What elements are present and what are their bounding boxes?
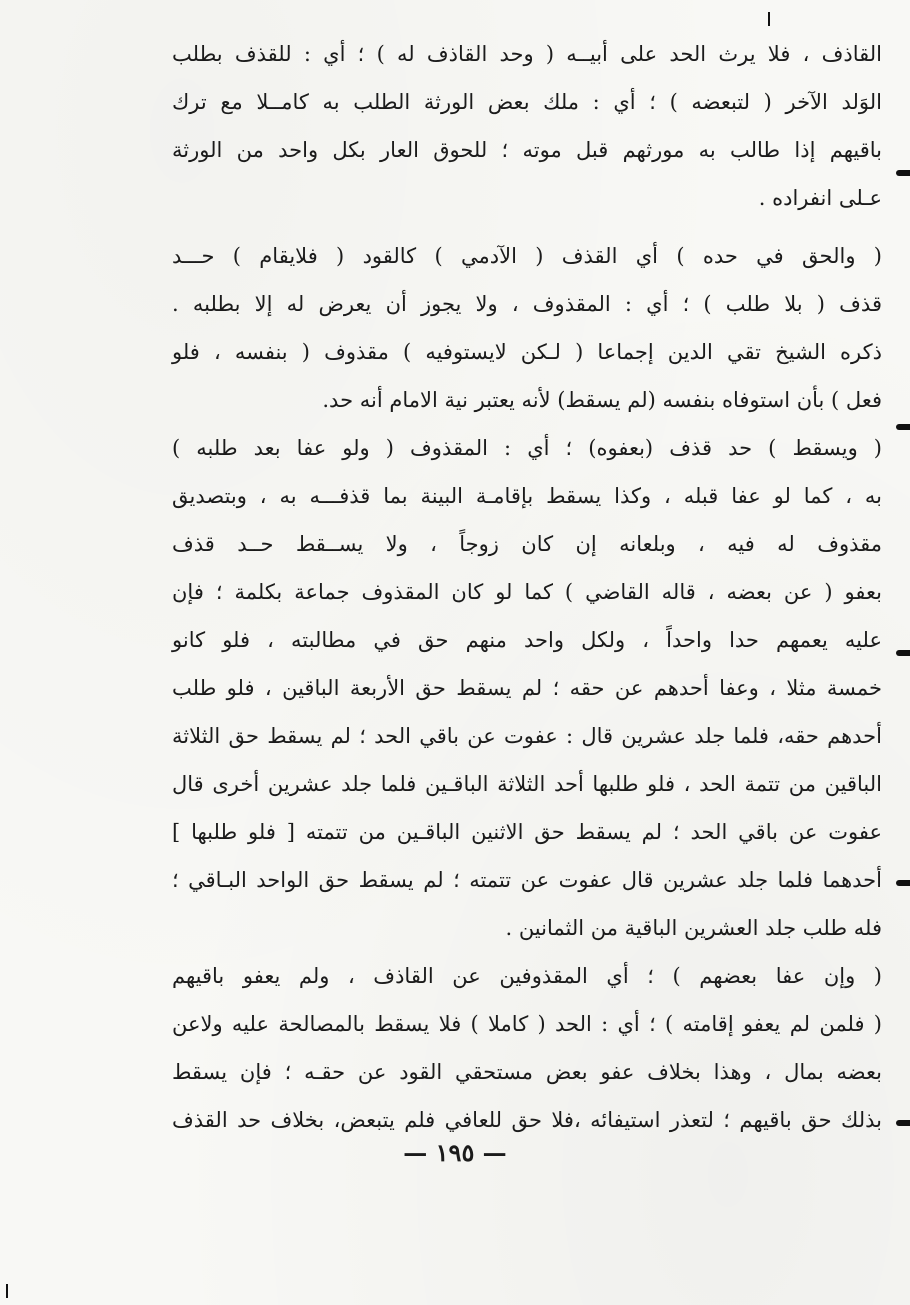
text-line: به ، كما لو عفا قبله ، وكذا يسقط بإقامـة البينة بما قذفـــه به ، وبتصديق	[172, 484, 882, 508]
scan-speck	[768, 12, 770, 26]
text-line: فله طلب جلد العشرين الباقية من الثمانين .	[505, 916, 882, 940]
text-line: ( وإن عفا بعضهم ) ؛ أي المقذوفين عن القاذف ، ولم يعفو باقيهم	[172, 964, 882, 988]
page-number: — ١٩٥ —	[403, 1138, 507, 1167]
text-line: بعضه بمال ، وهذا بخلاف عفو بعض مستحقي القود عن حقـه ؛ فإن يسقط	[172, 1060, 882, 1084]
text-line: فعل ) بأن استوفاه بنفسه (لم يسقط) لأنه يعتبر نية الامام أنه حد.	[322, 388, 882, 412]
text-line: عليه يعمهم حدا واحداً ، ولكل واحد منهم حق في مطالبته ، فلو كانو	[172, 628, 882, 652]
text-line: ( ويسقط ) حد قذف (بعفوه) ؛ أي : المقذوف ( ولو عفا بعد طلبه )	[172, 436, 882, 460]
text-line: ذكره الشيخ تقي الدين إجماعا ( لـكن لايستوفيه ) مقذوف ( بنفسه ، فلو	[172, 340, 882, 364]
scan-edge-mark	[896, 170, 910, 176]
scan-speck	[6, 1284, 8, 1298]
text-line: ( فلمن لم يعفو إقامته ) ؛ أي : الحد ( كاملا ) فلا يسقط بالمصالحة عليه ولاعن	[172, 1012, 882, 1036]
text-line: الوَلد الآخر ( لتبعضه ) ؛ أي : ملك بعض الورثة الطلب به كامــلا مع ترك	[172, 90, 882, 114]
scan-edge-mark	[896, 1120, 910, 1126]
text-line: باقيهم إذا طالب به مورثهم قبل موته ؛ للحوق العار بكل واحد من الورثة	[172, 138, 882, 162]
scan-edge-mark	[896, 880, 910, 886]
text-line: أحدهم حقه، فلما جلد عشرين قال : عفوت عن باقي الحد ؛ لم يسقط حق الثلاثة	[172, 724, 882, 748]
text-line: أحدهما فلما جلد عشرين قال عفوت عن تتمته ؛ لم يسقط حق الواحد البـاقي ؛	[172, 868, 882, 892]
scan-edge-mark	[896, 424, 910, 430]
text-line: ( والحق في حده ) أي القذف ( الآدمي ) كالقود ( فلايقام ) حـــد	[172, 244, 882, 268]
text-line: خمسة مثلا ، وعفا أحدهم عن حقه ؛ لم يسقط حق الأربعة الباقين ، فلو طلب	[172, 676, 882, 700]
text-line: مقذوف له فيه ، وبلعانه إن كان زوجاً ، ولا يســقط حــد قذف	[172, 532, 882, 556]
text-line: القاذف ، فلا يرث الحد على أبيــه ( وحد القاذف له ) ؛ أي : للقذف بطلب	[172, 42, 882, 66]
text-line: عفوت عن باقي الحد ؛ لم يسقط حق الاثنين الباقـين من تتمته [ فلو طلبها ]	[172, 820, 882, 844]
text-line: عـلى انفراده .	[758, 186, 882, 210]
text-line: بعفو ( عن بعضه ، قاله القاضي ) كما لو كان المقذوف جماعة بكلمة ؛ فإن	[172, 580, 882, 604]
body-text	[172, 30, 882, 1144]
scan-edge-mark	[896, 650, 910, 656]
text-line: بذلك حق باقيهم ؛ لتعذر استيفائه ،فلا حق للعافي فلم يتبعض، بخلاف حد القذف	[172, 1108, 882, 1132]
text-line: الباقين من تتمة الحد ، فلو طلبها أحد الثلاثة الباقـين فلما جلد عشرين أخرى قال	[172, 772, 882, 796]
text-line: قذف ( بلا طلب ) ؛ أي : المقذوف ، ولا يجوز أن يعرض له إلا بطلبه .	[172, 292, 882, 316]
